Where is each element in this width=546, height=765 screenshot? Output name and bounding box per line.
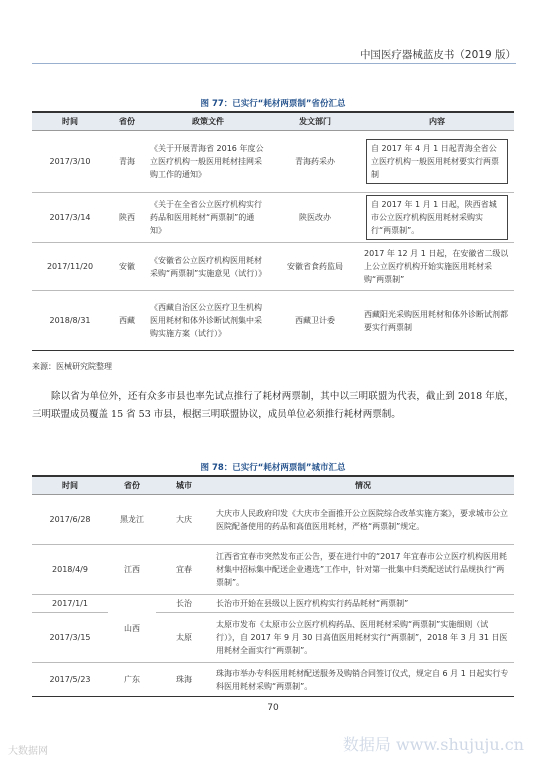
cell-province: 安徽 bbox=[108, 243, 146, 291]
cell-province: 山西 bbox=[108, 595, 156, 663]
cell-content: 西藏阳光采购医用耗材和体外诊断试剂都要实行两票制 bbox=[360, 291, 514, 351]
table-row bbox=[32, 131, 514, 193]
table-78-caption: 图 78：已实行“耗材两票制”城市汇总 bbox=[200, 463, 346, 473]
cell-policy-doc: 《关于在全省公立医疗机构实行药品和医用耗材“两票制”的通知》 bbox=[146, 193, 270, 243]
watermark-right: 数据局 www.shujuju.cn bbox=[342, 735, 524, 754]
cell-date: 2017/3/15 bbox=[32, 613, 108, 663]
running-header: 中国医疗器械蓝皮书（2019 版） bbox=[359, 49, 516, 61]
table-77-caption: 图 77：已实行“耗材两票制”省份汇总 bbox=[200, 99, 346, 109]
table-row bbox=[32, 545, 514, 595]
content-box: 自 2017 年 1 月 1 日起，陕西省城市公立医疗机构医用耗材采购实行“两票制”。 bbox=[366, 195, 508, 240]
cell-content bbox=[360, 193, 514, 243]
cell-province: 江西 bbox=[108, 545, 156, 595]
cell-province: 西藏 bbox=[108, 291, 146, 351]
table-row bbox=[32, 595, 514, 613]
cell-department: 安徽省食药监局 bbox=[270, 243, 360, 291]
cell-province: 黑龙江 bbox=[108, 495, 156, 545]
table-row bbox=[32, 193, 514, 243]
cell-department: 陕医改办 bbox=[270, 193, 360, 243]
body-paragraph: 除以省为单位外，还有众多市县也率先试点推行了耗材两票制，其中以三明联盟为代表，截止到 2018 年底，三明联盟成员覆盖 15 省 53 市县，根据三明联盟协议，成员单位必须推行耗材两票制。 bbox=[32, 391, 514, 420]
cell-city: 长治 bbox=[156, 595, 212, 613]
column-header-department: 发文部门 bbox=[270, 112, 360, 131]
cell-date: 2018/4/9 bbox=[32, 545, 108, 595]
source-note: 来源：医械研究院整理 bbox=[32, 362, 112, 371]
cell-city: 珠海 bbox=[156, 663, 212, 697]
cell-date: 2017/3/10 bbox=[32, 131, 108, 193]
cell-date: 2017/11/20 bbox=[32, 243, 108, 291]
cell-date: 2018/8/31 bbox=[32, 291, 108, 351]
table-row bbox=[32, 613, 514, 663]
cell-detail: 大庆市人民政府印发《大庆市全面推开公立医院综合改革实施方案》，要求城市公立医院配备使用的药品和高值医用耗材，严格“两票制”规定。 bbox=[212, 495, 514, 545]
watermark-left: 大数据网 bbox=[8, 746, 48, 757]
cell-policy-doc: 《安徽省公立医疗机构医用耗材采购“两票制”实施意见（试行）》 bbox=[146, 243, 270, 291]
cell-province: 青海 bbox=[108, 131, 146, 193]
cell-date: 2017/1/1 bbox=[32, 595, 108, 613]
page-number: 70 bbox=[267, 703, 279, 713]
column-header-detail: 情况 bbox=[212, 476, 514, 495]
cell-province: 广东 bbox=[108, 663, 156, 697]
content-box: 自 2017 年 4 月 1 日起青海全省公立医疗机构一般医用耗材要实行两票制 bbox=[366, 139, 508, 184]
cell-policy-doc: 《西藏自治区公立医疗卫生机构医用耗材和体外诊断试剂集中采购实施方案（试行）》 bbox=[146, 291, 270, 351]
column-header-province: 省份 bbox=[108, 476, 156, 495]
table-row bbox=[32, 243, 514, 291]
header-divider bbox=[32, 63, 516, 64]
cell-date: 2017/5/23 bbox=[32, 663, 108, 697]
cell-content: 2017 年 12 月 1 日起，在安徽省二级以上公立医疗机构开始实施医用耗材采购“两票制” bbox=[360, 243, 514, 291]
cell-policy-doc: 《关于开展青海省 2016 年度公立医疗机构一般医用耗材挂网采购工作的通知》 bbox=[146, 131, 270, 193]
cell-department: 青海药采办 bbox=[270, 131, 360, 193]
table-header-row bbox=[32, 112, 514, 131]
column-header-date: 时间 bbox=[32, 476, 108, 495]
table-row bbox=[32, 291, 514, 351]
column-header-content: 内容 bbox=[360, 112, 514, 131]
cell-detail: 江西省宜春市突然发布正公告，要在进行中的“2017 年宜春市公立医疗机构医用耗材集中招标集中配送企业遴选”工作中，针对第一批集中归类配送试行品规执行“两票制”。 bbox=[212, 545, 514, 595]
table-row bbox=[32, 663, 514, 697]
table-row bbox=[32, 495, 514, 545]
column-header-policy-doc: 政策文件 bbox=[146, 112, 270, 131]
cell-detail: 珠海市举办专科医用耗材配送服务及购销合同签订仪式，规定自 6 月 1 日起实行专科医用耗材采购“两票制”。 bbox=[212, 663, 514, 697]
table-77-provinces bbox=[32, 111, 514, 351]
cell-content bbox=[360, 131, 514, 193]
cell-province: 陕西 bbox=[108, 193, 146, 243]
cell-department: 西藏卫计委 bbox=[270, 291, 360, 351]
column-header-city: 城市 bbox=[156, 476, 212, 495]
table-header-row bbox=[32, 476, 514, 495]
cell-date: 2017/6/28 bbox=[32, 495, 108, 545]
cell-city: 大庆 bbox=[156, 495, 212, 545]
cell-city: 宜春 bbox=[156, 545, 212, 595]
cell-city: 太原 bbox=[156, 613, 212, 663]
cell-date: 2017/3/14 bbox=[32, 193, 108, 243]
column-header-province: 省份 bbox=[108, 112, 146, 131]
cell-detail: 太原市发布《太原市公立医疗机构药品、医用耗材采购“两票制”实施细则（试行）》，自 2017 年 9 月 30 日高值医用耗材实行“两票制”，2018 年 3 月 31 日医用耗材全面实行“两票制”。 bbox=[212, 613, 514, 663]
column-header-date: 时间 bbox=[32, 112, 108, 131]
table-78-cities bbox=[32, 475, 514, 697]
cell-detail: 长治市开始在县级以上医疗机构实行药品耗材“两票制” bbox=[212, 595, 514, 613]
